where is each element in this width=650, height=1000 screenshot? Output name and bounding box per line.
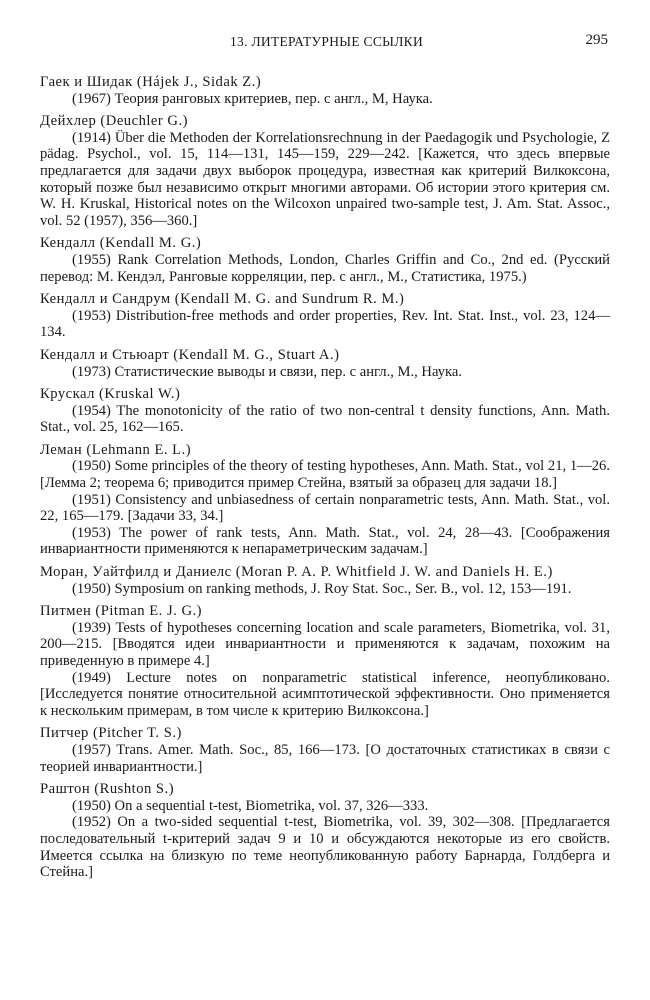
reference-author: Кендалл и Сандрум (Kendall M. G. and Sundrum R. M.): [40, 291, 405, 308]
reference-entry: [40, 74, 610, 107]
reference-author: Питчер (Pitcher T. S.): [40, 725, 182, 742]
reference-work: (1967) Теория ранговых критериев, пер. с англ., М, Наука.: [72, 90, 433, 107]
page-number: 295: [585, 32, 608, 48]
reference-work: (1950) Symposium on ranking methods, J. Roy Stat. Soc., Ser. B., vol. 12, 153—191.: [72, 580, 572, 597]
reference-author: Раштон (Rushton S.): [40, 781, 175, 798]
reference-work: (1973) Статистические выводы и связи, пер. с англ., М., Наука.: [72, 363, 463, 380]
reference-entry: [40, 603, 610, 719]
reference-entry: [40, 113, 610, 229]
reference-list: [40, 74, 610, 881]
running-head: [40, 34, 610, 58]
reference-entry: [40, 442, 610, 558]
reference-work: (1955) Rank Correlation Methods, London, Charles Griffin and Co., 2nd ed. (Русский перевод: М. Кендэл, Ранговые корреляции, пер. с англ., М., Статистика, 1975.): [40, 251, 610, 285]
reference-author: Гаек и Шидак (Hájek J., Sidak Z.): [40, 74, 262, 90]
reference-entry: [40, 564, 610, 597]
reference-entry: [40, 781, 610, 881]
reference-author: Леман (Lehmann E. L.): [40, 441, 192, 458]
reference-entry: [40, 725, 610, 775]
reference-author: Крускал (Kruskal W.): [40, 386, 181, 403]
reference-work: (1952) On a two-sided sequential t-test, Biometrika, vol. 39, 302—308. [Предлагается последовательный t-критерий задач 9 и 10 и обсуждаются некоторые из его свойств. Имеется ссылка на близкую по теме неопубликованную работу Барнарда, Голдберга и Стейна.]: [40, 814, 610, 881]
reference-work: (1950) Some principles of the theory of testing hypotheses, Ann. Math. Stat., vol 21, 1—26. [Лемма 2; теорема 6; приводится пример Стейна, взятый за образец для задачи 18.]: [40, 458, 610, 492]
reference-author: Дейхлер (Deuchler G.): [40, 113, 188, 130]
reference-work: (1953) Distribution-free methods and order properties, Rev. Int. Stat. Inst., vol. 23, 124—134.: [40, 307, 610, 341]
reference-author: Кендалл и Стьюарт (Kendall M. G., Stuart A.): [40, 346, 340, 363]
reference-author: Питмен (Pitman E. J. G.): [40, 603, 202, 620]
reference-author: Моран, Уайтфилд и Даниелс (Moran P. A. P. Whitfield J. W. and Daniels H. E.): [40, 564, 553, 581]
reference-entry: [40, 235, 610, 285]
reference-entry: [40, 386, 610, 436]
reference-work: (1939) Tests of hypotheses concerning location and scale parameters, Biometrika, vol. 31, 200—215. [Вводятся идеи инвариантности и применяются к задачам, похожим на приведенную в примере 4.]: [40, 619, 610, 669]
reference-entry: [40, 347, 610, 380]
reference-work: (1953) The power of rank tests, Ann. Math. Stat., vol. 24, 28—43. [Соображения инвариантности применяются к непараметрическим задачам.]: [40, 524, 610, 558]
reference-work: (1950) On a sequential t-test, Biometrika, vol. 37, 326—333.: [72, 797, 429, 814]
reference-work: (1954) The monotonicity of the ratio of two non-central t density functions, Ann. Math. Stat., vol. 25, 162—165.: [40, 402, 610, 436]
reference-work: (1951) Consistency and unbiasedness of certain nonparametric tests, Ann. Math. Stat., vol. 22, 165—179. [Задачи 33, 34.]: [40, 491, 610, 525]
reference-author: Кендалл (Kendall M. G.): [40, 235, 202, 252]
reference-work: (1914) Über die Methoden der Korrelationsrechnung in der Paedagogik und Psychologie, Z pädag. Psychol., vol. 15, 114—131, 145—159, 229—242. [Кажется, что здесь впервые предлагается для задачи двух выборок процедура, известная как критерий Вилкоксона, который позже был независимо открыт многими авторами. Об истории этого критерия см. W. H. Kruskal, Historical notes on the Wilcoxon unpaired two-sample test, J. Am. Stat. Assoc., vol. 52 (1957), 356—360.]: [40, 129, 610, 229]
reference-work: (1957) Trans. Amer. Math. Soc., 85, 166—173. [О достаточных статистиках в связи с теорией инвариантности.]: [40, 741, 610, 775]
reference-entry: [40, 291, 610, 341]
chapter-title: 13. ЛИТЕРАТУРНЫЕ ССЫЛКИ: [230, 34, 424, 49]
reference-work: (1949) Lecture notes on nonparametric statistical inference, неопубликовано. [Исследуется понятие относительной асимптотической эффективности. Оно применяется к нескольким примерам, в том числе к критерию Вилкоксона.]: [40, 669, 610, 719]
